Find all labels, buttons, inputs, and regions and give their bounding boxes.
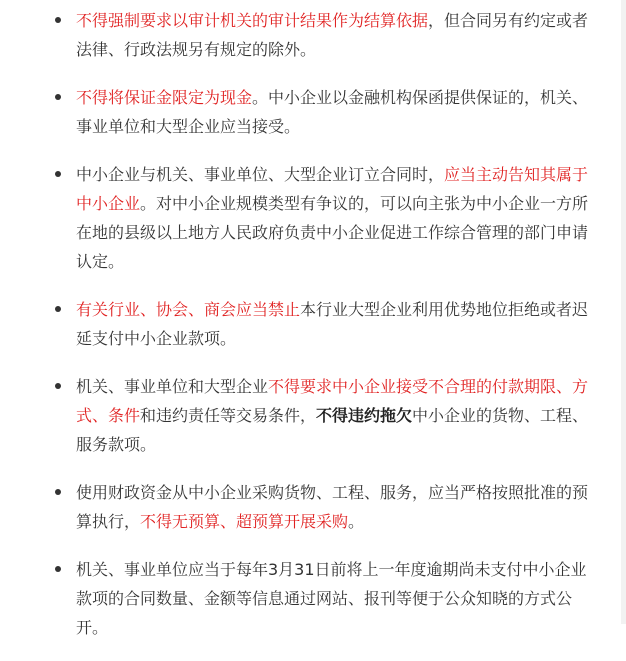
item-text	[76, 88, 588, 136]
item-text	[76, 483, 588, 531]
item-text	[76, 300, 588, 348]
list-item	[0, 372, 592, 459]
highlight-text: 不得要求中小企业接受不合理的付款期限、方式、条件	[76, 377, 589, 425]
item-text	[76, 377, 588, 454]
body-text: 机关、事业单位应当于每年3月31日前将上一年度逾期尚未支付中小企业款项的合同数量、金额等信息通过网站、报刊等便于公众知晓的方式公开。	[76, 560, 587, 637]
bullet-dot	[55, 306, 61, 312]
list-item	[0, 555, 592, 642]
bullet-dot	[55, 489, 61, 495]
body-text: 和违约责任等交易条件，	[140, 406, 317, 425]
body-text: 中小企业的货物、工程、服务款项。	[76, 406, 589, 454]
body-text: 。中小企业以金融机构保函提供保证的，机关、事业单位和大型企业应当接受。	[76, 88, 589, 136]
highlight-text: 不得将保证金限定为现金	[76, 88, 253, 107]
bullet-dot	[55, 171, 61, 177]
highlight-text: 不得强制要求以审计机关的审计结果作为结算依据	[76, 11, 429, 30]
item-text	[76, 560, 587, 637]
body-text: ，但合同另有约定或者法律、行政法规另有规定的除外。	[76, 11, 589, 59]
body-text: 。对中小企业规模类型有争议的，可以向主张为中小企业一方所在地的县级以上地方人民政府负责中小企业促进工作综合管理的部门申请认定。	[76, 194, 589, 271]
bullet-dot	[55, 17, 61, 23]
bullet-dot	[55, 94, 61, 100]
highlight-text: 不得无预算、超预算开展采购	[140, 512, 349, 531]
body-text: 。	[348, 512, 365, 531]
regulation-list	[0, 6, 600, 661]
item-text	[76, 165, 588, 271]
highlight-text: 应当主动告知其属于中小企业	[76, 165, 589, 213]
body-text: 中小企业与机关、事业单位、大型企业订立合同时，	[76, 165, 445, 184]
list-item	[0, 160, 592, 276]
list-item	[0, 295, 592, 353]
list-item	[0, 83, 592, 141]
highlight-text: 有关行业、协会、商会应当禁止	[76, 300, 301, 319]
body-text: 机关、事业单位和大型企业	[76, 377, 269, 396]
bold-text: 不得违约拖欠	[316, 406, 413, 425]
bullet-dot	[55, 566, 61, 572]
item-text	[76, 11, 588, 59]
body-text: 使用财政资金从中小企业采购货物、工程、服务，应当严格按照批准的预算执行，	[76, 483, 589, 531]
body-text: 本行业大型企业利用优势地位拒绝或者迟延支付中小企业款项。	[76, 300, 589, 348]
list-item	[0, 6, 592, 64]
page-edge-rule	[621, 0, 626, 624]
list-item	[0, 478, 592, 536]
bullet-dot	[55, 383, 61, 389]
